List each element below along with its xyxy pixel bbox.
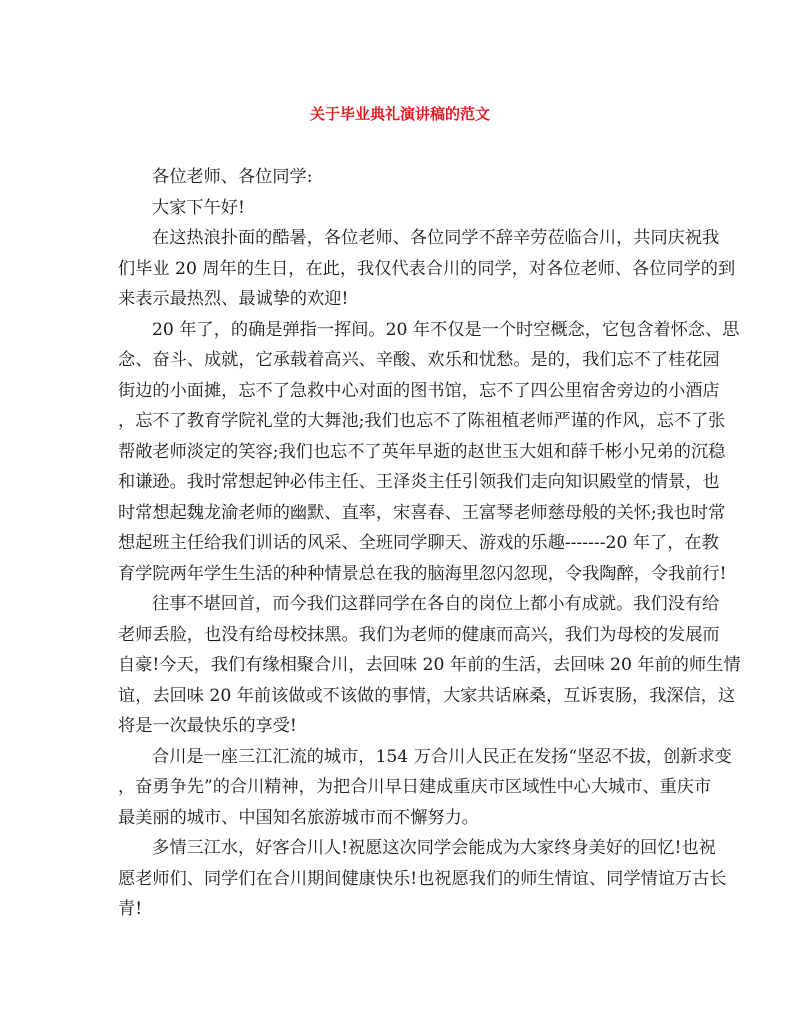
body-line: 来表示最热烈、最诚挚的欢迎! bbox=[118, 289, 349, 309]
body-line: 想起班主任给我们训话的风采、全班同学聊天、游戏的乐趣-------20 年了，在教 bbox=[118, 533, 719, 553]
body-line: 念、奋斗、成就，它承载着高兴、辛酸、欢乐和忧愁。是的，我们忘不了桂花园 bbox=[118, 350, 720, 370]
body-line: 们毕业 20 周年的生日，在此，我仅代表合川的同学，对各位老师、各位同学的到 bbox=[118, 258, 736, 279]
body-line: 帮敞老师淡定的笑容;我们也忘不了英年早逝的赵世玉大姐和薛千彬小兄弟的沉稳 bbox=[118, 441, 726, 462]
body-line: 最美丽的城市、中国知名旅游城市而不懈努力。 bbox=[118, 807, 479, 828]
body-line: 愿老师们、同学们在合川期间健康快乐!也祝愿我们的师生情谊、同学情谊万古长 bbox=[118, 868, 727, 889]
body-line: 谊，去回味 20 年前该做或不该做的事情，大家共话麻桑，互诉衷肠，我深信，这 bbox=[118, 685, 736, 706]
body-line: 育学院两年学生生活的种种情景总在我的脑海里忽闪忽现，令我陶醉，令我前行! bbox=[118, 563, 727, 584]
body-line: 将是一次最快乐的享受! bbox=[118, 716, 297, 736]
body-line: 时常想起魏龙渝老师的幽默、直率，宋喜春、王富琴老师慈母般的关怀;我也时常 bbox=[118, 502, 726, 523]
body-line: 自豪!今天，我们有缘相聚合川，去回味 20 年前的生活，去回味 20 年前的师生情 bbox=[118, 655, 741, 675]
body-line: ，忘不了教育学院礼堂的大舞池;我们也忘不了陈祖植老师严谨的作风，忘不了张 bbox=[118, 411, 726, 431]
body-line: 青! bbox=[118, 899, 143, 919]
body-line: 和谦逊。我时常想起钟必伟主任、王泽炎主任引领我们走向知识殿堂的情景，也 bbox=[118, 472, 720, 492]
body-line: 往事不堪回首，而今我们这群同学在各自的岗位上都小有成就。我们没有给 bbox=[152, 594, 720, 614]
body-line: 多情三江水，好客合川人!祝愿这次同学会能成为大家终身美好的回忆!也祝 bbox=[152, 838, 716, 858]
body-line: 老师丢脸，也没有给母校抹黑。我们为老师的健康而高兴，我们为母校的发展而 bbox=[118, 624, 720, 645]
body-line: 合川是一座三江汇流的城市，154 万合川人民正在发扬“坚忍不拔，创新求变 bbox=[152, 746, 732, 767]
body-line: 大家下午好! bbox=[152, 197, 245, 218]
body-line: 街边的小面摊，忘不了急救中心对面的图书馆，忘不了四公里宿舍旁边的小酒店 bbox=[118, 380, 720, 401]
body-line: 各位老师、各位同学: bbox=[152, 167, 313, 187]
body-line: ，奋勇争先”的合川精神，为把合川早日建成重庆市区域性中心大城市、重庆市 bbox=[118, 777, 712, 797]
body-line: 20 年了，的确是弹指一挥间。20 年不仅是一个时空概念，它包含着怀念、思 bbox=[152, 319, 740, 340]
body-line: 在这热浪扑面的酷暑，各位老师、各位同学不辞辛劳莅临合川，共同庆祝我 bbox=[152, 228, 720, 248]
document-title: 关于毕业典礼演讲稿的范文 bbox=[309, 105, 490, 123]
document-body bbox=[118, 162, 741, 925]
